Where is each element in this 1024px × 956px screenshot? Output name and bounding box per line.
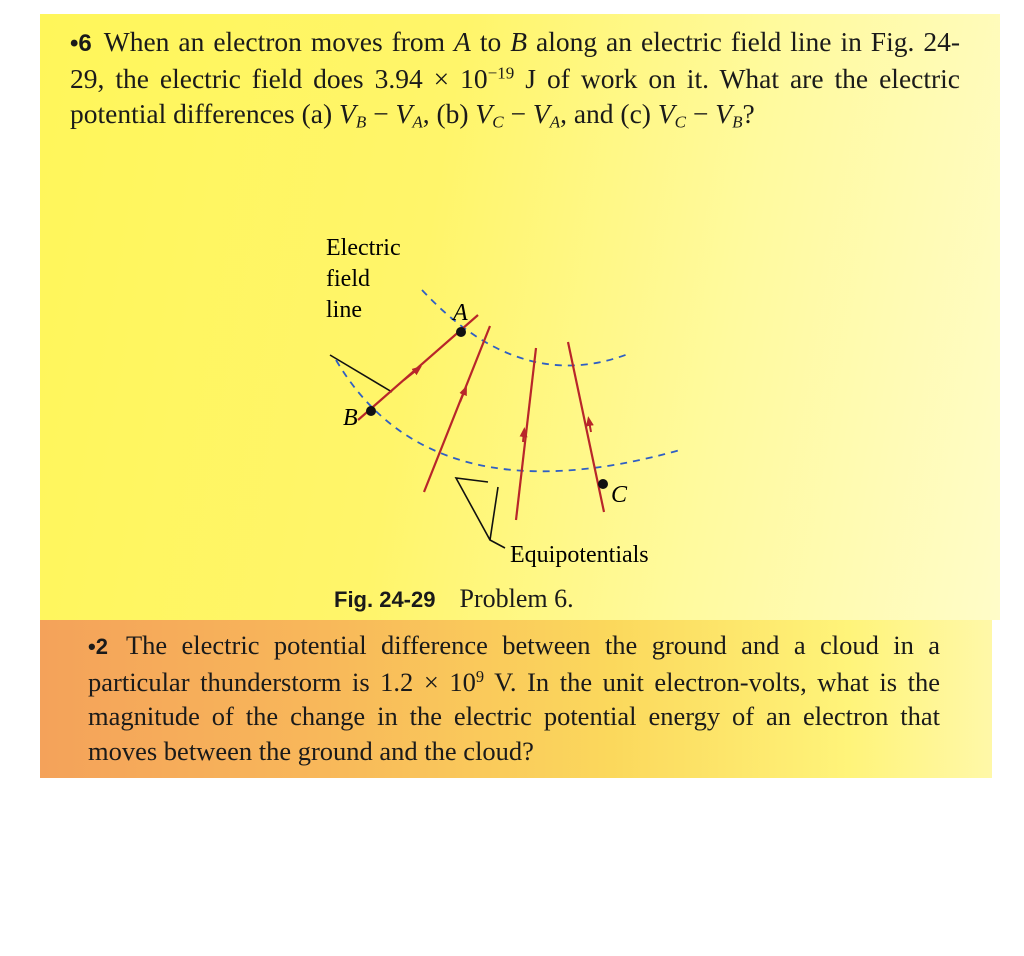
point-a-ref: A — [454, 26, 471, 57]
subscript: C — [492, 112, 504, 132]
exponent: −19 — [487, 63, 515, 83]
field-arrow-ab — [404, 369, 418, 380]
label-a: A — [453, 300, 468, 326]
problem-6-text — [70, 24, 960, 139]
field-line-2 — [424, 326, 490, 492]
text-run: ? — [742, 98, 755, 129]
field-arrow-2 — [460, 390, 465, 402]
text-run: , (b) — [422, 98, 476, 129]
v-symbol: V — [532, 98, 550, 129]
problem-2-text — [88, 628, 940, 768]
expr-vb-va — [339, 98, 423, 132]
subscript: B — [355, 112, 367, 132]
equipotentials-leader-2 — [490, 487, 498, 540]
label-field: field — [326, 266, 370, 292]
problem-6-number: •6 — [70, 30, 92, 57]
label-b: B — [343, 405, 358, 431]
point-b-dot — [366, 406, 376, 416]
label-c: C — [611, 482, 628, 508]
field-line-c — [568, 342, 604, 512]
label-line: line — [326, 297, 362, 323]
text-run: J of work on it. What are the electric potential differences (a) — [70, 63, 961, 129]
minus: − — [366, 98, 396, 129]
v-symbol: V — [715, 98, 733, 129]
subscript: B — [732, 112, 743, 132]
text-run: The electric potential difference between the ground and a cloud in a particular thunderstorm is 1.2 × 10 — [88, 630, 940, 697]
subscript: A — [412, 112, 423, 132]
fig-24-29-diagram — [300, 220, 720, 600]
problem-2-band — [40, 620, 992, 778]
text-run: When an electron moves from — [103, 26, 455, 57]
figure-caption — [334, 584, 574, 614]
text-run: V. In the unit electron-volts, what is the magnitude of the change in the electric potential energy of an electron that moves between the ground and the cloud? — [88, 666, 940, 766]
v-symbol: V — [657, 98, 675, 129]
text-run: to — [470, 26, 511, 57]
v-symbol: V — [339, 98, 356, 129]
caption-text: Problem 6. — [459, 584, 574, 613]
field-arrow-3 — [523, 432, 524, 442]
point-b-ref: B — [510, 26, 528, 57]
caption-id: Fig. 24-29 — [334, 587, 436, 612]
text-run: along an electric field line in Fig. 24-29, the electric field does 3.94 × 10 — [70, 26, 960, 94]
field-line-3 — [516, 348, 536, 520]
v-symbol: V — [475, 98, 493, 129]
exponent: 9 — [475, 666, 485, 686]
text-run: , and (c) — [560, 98, 658, 129]
subscript: C — [674, 112, 687, 132]
point-c-dot — [598, 479, 608, 489]
minus: − — [686, 98, 716, 129]
equipotential-lower — [336, 360, 680, 471]
field-line-leader — [330, 355, 392, 392]
label-electric: Electric — [326, 235, 401, 261]
expr-vc-vb — [657, 98, 743, 132]
label-equipotentials: Equipotentials — [510, 542, 649, 568]
v-symbol: V — [395, 98, 413, 129]
expr-vc-va — [475, 98, 561, 132]
point-a-dot — [456, 327, 466, 337]
field-arrow-c — [589, 421, 591, 432]
problem-2-number: •2 — [88, 634, 108, 659]
subscript: A — [549, 112, 561, 132]
minus: − — [503, 98, 533, 129]
